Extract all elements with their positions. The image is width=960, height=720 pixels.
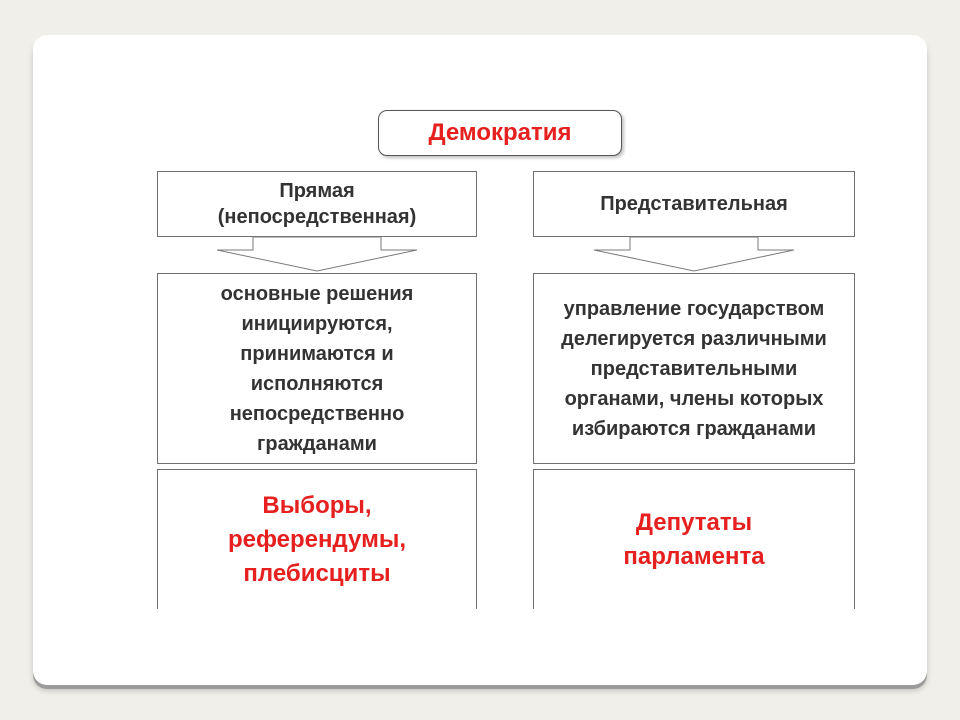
direct-desc-line-6: гражданами [257, 432, 377, 455]
direct-democracy-description [157, 273, 477, 464]
direct-desc-line-2: инициируются, [241, 312, 393, 335]
direct-header-line-1: Прямая [279, 180, 355, 202]
representative-desc-line-1: управление государством [563, 297, 825, 320]
direct-desc-line-4: исполняются [250, 372, 384, 395]
direct-example-1: Выборы, [262, 491, 372, 519]
direct-democracy-examples [157, 469, 477, 609]
diagram-title: Демократия [428, 119, 572, 146]
direct-democracy-header [157, 171, 477, 237]
representative-democracy-examples [533, 469, 855, 609]
direct-example-2: референдумы, [227, 525, 407, 553]
representative-example-2: парламента [623, 542, 765, 570]
representative-desc-line-5: избираются гражданами [571, 417, 817, 440]
direct-header-line-2: (непосредственная) [217, 206, 417, 228]
representative-democracy-header [533, 171, 855, 237]
representative-desc-line-3: представительными [590, 357, 798, 380]
direct-desc-line-5: непосредственно [229, 402, 405, 425]
down-arrow-icon [594, 236, 794, 272]
representative-desc-line-2: делегируется различными [561, 327, 827, 350]
direct-desc-line-3: принимаются и [240, 342, 394, 365]
representative-example-1: Депутаты [635, 508, 753, 536]
direct-desc-line-1: основные решения [220, 282, 414, 305]
diagram-title-box [378, 110, 622, 156]
down-arrow-icon [217, 236, 417, 272]
representative-democracy-description [533, 273, 855, 464]
representative-header-line-1: Представительная [600, 193, 788, 215]
representative-desc-line-4: органами, члены которых [564, 387, 824, 410]
direct-example-3: плебисциты [243, 559, 391, 587]
